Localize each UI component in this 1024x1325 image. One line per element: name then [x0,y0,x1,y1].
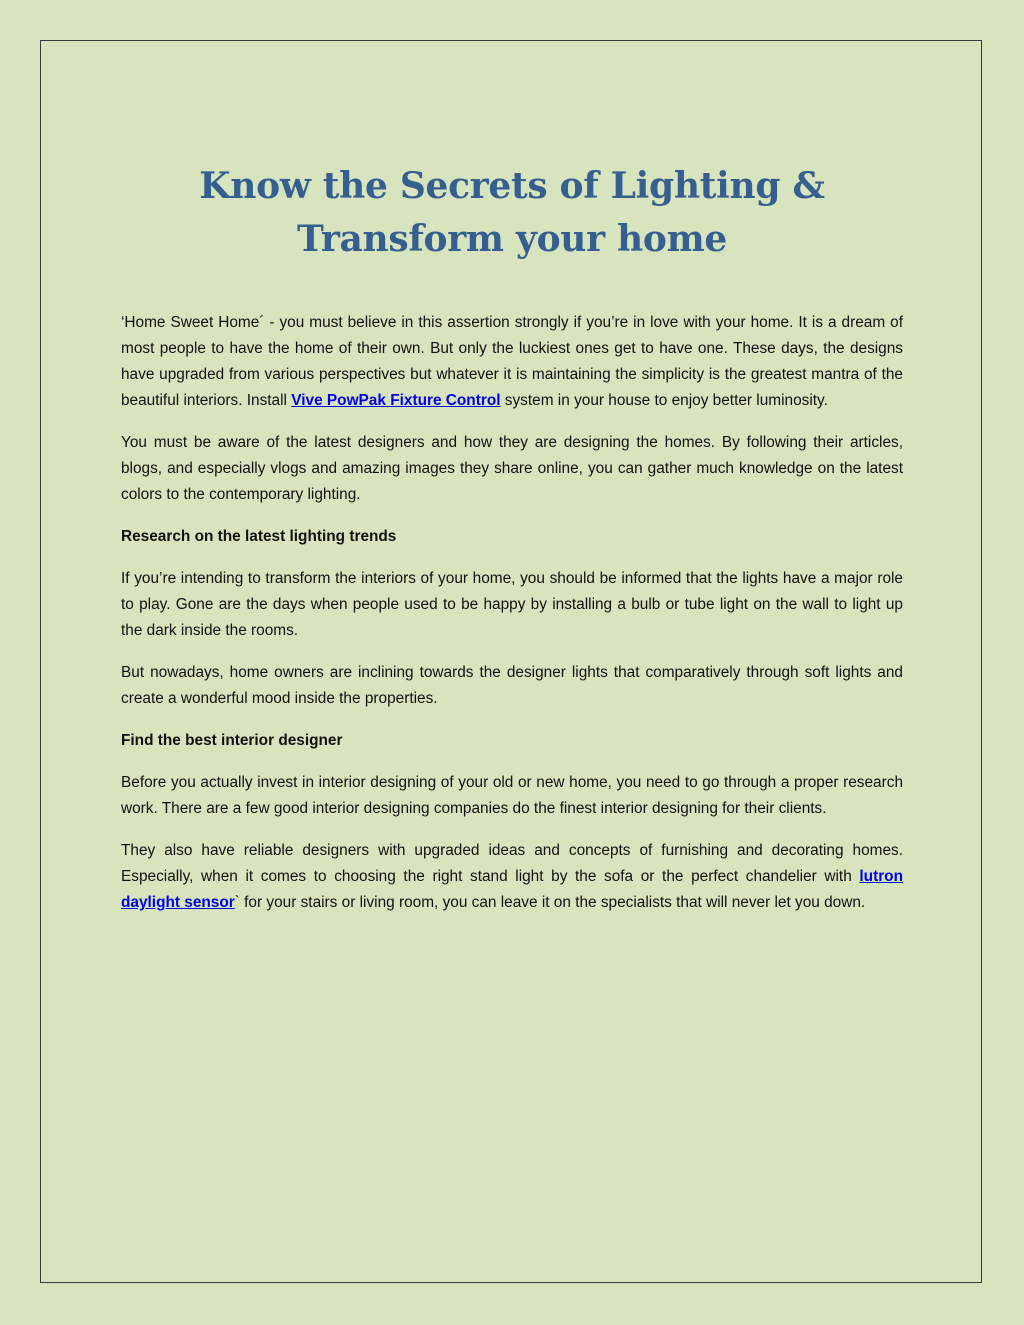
heading-interior-designer: Find the best interior designer [121,732,343,749]
page-title: Know the Secrets of Lighting & Transform your home [199,165,825,260]
paragraph-designer-lights: But nowadays, home owners are inclining towards the designer lights that comparatively through soft lights and create a wonderful mood inside the properties. [121,664,903,707]
paragraph-intro [121,310,903,414]
paragraph-reliable-designers [121,838,903,916]
paragraph-reliable-text-before: They also have reliable designers with upgraded ideas and concepts of furnishing and decorating homes. Especially, when it comes to choosing the right stand light by the sofa or the perfect chandelier with [121,842,903,885]
paragraph-reliable-text-after: ` for your stairs or living room, you can leave it on the specialists that will never let you down. [234,894,866,911]
paragraph-research: Before you actually invest in interior designing of your old or new home, you need to go through a proper research work. There are a few good interior designing companies do the finest interior designing for their clients. [121,774,903,817]
paragraph-intro-text-before: ‘Home Sweet Home´ - you must believe in this assertion strongly if you’re in love with your home. It is a dream of most people to have the home of their own. But only the luckiest ones get to have one. These days, the designs have upgraded from various perspectives but whatever it is maintaining the simplicity is the greatest mantra of the beautiful interiors. Install [121,314,903,409]
heading-lighting-trends: Research on the latest lighting trends [121,528,397,545]
paragraph-lights-role: If you’re intending to transform the interiors of your home, you should be informed that the lights have a major role to play. Gone are the days when people used to be happy by installing a bulb or tube light on the wall to light up the dark inside the rooms. [121,570,903,639]
paragraph-designers: You must be aware of the latest designers and how they are designing the homes. By following their articles, blogs, and especially vlogs and amazing images they share online, you can gather much knowledge on the latest colors to the contemporary lighting. [121,434,903,503]
document-body [121,160,903,932]
lutron-daylight-sensor-link[interactable]: lutron daylight sensor [121,868,903,911]
paragraph-intro-text-after: system in your house to enjoy better luminosity. [500,392,828,409]
vive-powpak-link[interactable]: Vive PowPak Fixture Control [291,392,501,409]
